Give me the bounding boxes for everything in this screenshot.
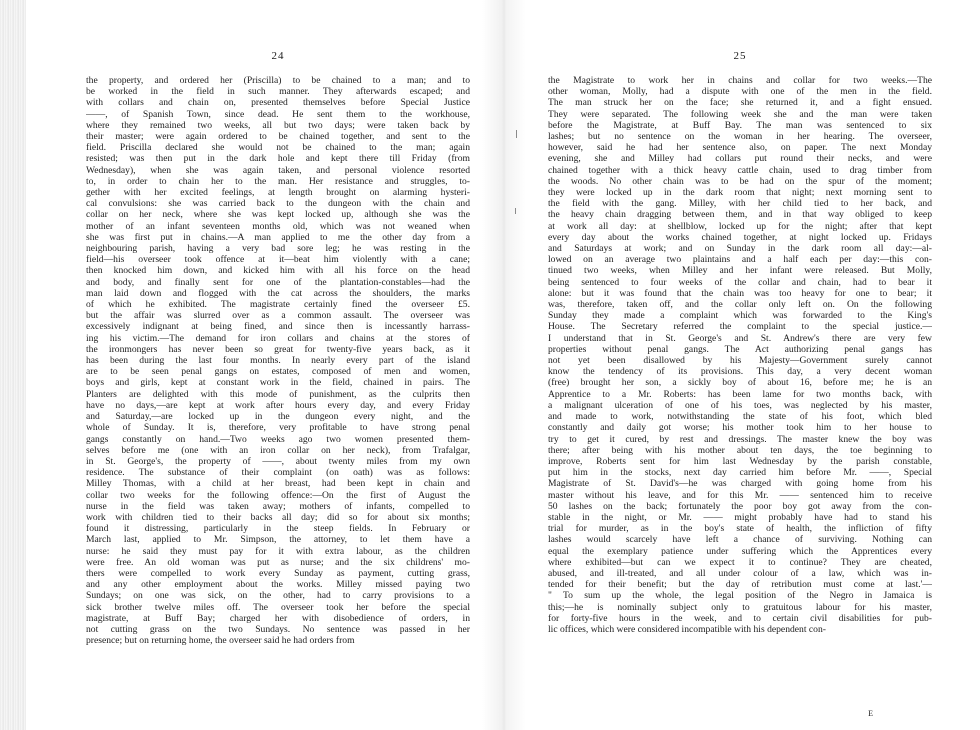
text-line: at work all day: at shellblow, locked up for the night; after that kept (548, 220, 932, 232)
text-line: thers were compelled to work every Sunday as payment, cutting grass, (86, 567, 470, 579)
text-line: ing his victim.—The demand for iron collars and chains at the stores of (86, 332, 470, 344)
text-line: has been during the last four months. In nearly every part of the island (86, 355, 470, 367)
text-line: collar on her neck, where she was kept locked up, although she was the (86, 209, 470, 221)
text-line: House. The Secretary referred the complaint to the special justice.— (548, 321, 932, 333)
text-line: this;—he is nominally subject only to gratuitous labour for his master, (548, 601, 932, 613)
text-line: Apprentice to a Mr. Roberts: has been lame for two months back, with (548, 388, 932, 400)
text-line: nurse in the field was taken away; mothers of infants, compelled to (86, 500, 470, 512)
text-line: but the affair was slurred over as a common assault. The overseer was (86, 310, 470, 322)
text-line: the property, and ordered her (Priscilla) to be chained to a man; and to (86, 75, 470, 86)
text-line: Milley Thomas, with a child at her breast, had been kept in chain and (86, 478, 470, 490)
text-line: lashes; but no sentence on the woman in her hearing. The overseer, (548, 131, 932, 143)
text-line: field—his overseer took offence at it—beat him violently with a cane; (86, 254, 470, 266)
text-line: however, said he had her sentence also, on paper. The next Monday (548, 142, 932, 154)
text-line: Wednesday), when she was again taken, and personal violence resorted (86, 164, 470, 176)
text-line: and Saturdays at work; and on Sunday in the dark room all day:—al- (548, 243, 932, 255)
text-line: and Saturday,—are locked up in the dungeon every night, and the (86, 411, 470, 423)
text-line: Sundays; on one was sick, on the other, had to carry provisions to a (86, 590, 470, 602)
page-number-left: 24 (271, 50, 285, 62)
text-line: ——, of Spanish Town, since dead. He sent them to the workhouse, (86, 108, 470, 120)
text-line: was, therefore, taken off, and the collar only left on. On the following (548, 299, 932, 311)
text-line: work with children tied to their backs all day; did so for about six months; (86, 511, 470, 523)
book-gutter (482, 0, 526, 730)
text-line: chained together with a thick heavy cattle chain, used to drag timber from (548, 164, 932, 176)
text-line: residence. The substance of their complaint (on oath) was as follows: (86, 467, 470, 479)
text-line: try to get it cured, by rest and dressings. The master knew the boy was (548, 433, 932, 445)
text-line: abused, and ill-treated, and all under colour of a law, which was in- (548, 567, 932, 579)
text-line: where they remained two weeks, all but two days; were taken back by (86, 119, 470, 131)
text-line: the Magistrate to work her in chains and collar for two weeks.—The (548, 75, 932, 86)
text-line: other woman, Molly, had a dispute with one of the men in the field. (548, 86, 932, 98)
text-line: nurse: he said they must pay for it with extra labour, as the children (86, 545, 470, 557)
text-line: improve, Roberts sent for him last Wednesday by the parish constable, (548, 455, 932, 467)
text-line: not cutting grass on the two Sundays. No sentence was passed in her (86, 623, 470, 635)
right-page-body (548, 75, 932, 635)
text-line: boys and girls, kept at constant work in the field, chained in pairs. The (86, 377, 470, 389)
text-line: gether with her excited feelings, at length brought on alarming hysteri- (86, 187, 470, 199)
text-line: lowed on an average two plaintains and a half each per day:—this con- (548, 254, 932, 266)
text-line: trial for murder, as in the boy's state of health, the infliction of fifty (548, 523, 932, 535)
text-line: lashes would scarcely have left a chance of surviving. Nothing can (548, 534, 932, 546)
text-line: the heavy chain dragging between them, and in that way obliged to keep (548, 209, 932, 221)
page-edge-shadow (0, 0, 26, 730)
text-line: man laid down and flogged with the cat across the shoulders, the marks (86, 287, 470, 299)
text-line: equal the exemplary patience under suffering which the Apprentices every (548, 545, 932, 557)
text-line: where exhibited—but can we expect it to continue? They are cheated, (548, 556, 932, 568)
text-line: selves before me (one with an iron collar on her neck), from Trafalgar, (86, 444, 470, 456)
text-line: gangs constantly on hand.—Two weeks ago two women presented them- (86, 433, 470, 445)
text-line: They were separated. The following week she and the man were taken (548, 108, 932, 120)
text-line: excessively indignant at being fined, and since then is incessantly harrass- (86, 321, 470, 333)
text-line: tinued two weeks, when Milley and her infant were released. But Molly, (548, 265, 932, 277)
text-line: tended for their benefit; but the day of retribution must come at last.'— (548, 579, 932, 591)
left-page-body (86, 75, 470, 646)
text-line: are to be seen penal gangs on estates, composed of men and women, (86, 366, 470, 378)
right-page (548, 0, 932, 730)
text-line: being sentenced to four weeks of the collar and chain, had to bear it (548, 276, 932, 288)
text-line: the woods. No other chain was to be had on the spur of the moment; (548, 175, 932, 187)
text-line: to, in order to chain her to the man. Her resistance and struggles, to- (86, 175, 470, 187)
text-line: evening, she and Milley had collars put round their necks, and were (548, 153, 932, 165)
text-line: know the tendency of its provisions. This day, a very decent woman (548, 366, 932, 378)
text-line: the field with the gang. Milley, with her child tied to her back, and (548, 198, 932, 210)
text-line: March last, applied to Mr. Simpson, the attorney, to let them have a (86, 534, 470, 546)
text-line: Magistrate of St. David's—he was charged with going home from his (548, 478, 932, 490)
text-line: Sunday they made a complaint which was forwarded to the King's (548, 310, 932, 322)
text-line: neighbouring parish, having a very bad sore leg; he was resting in the (86, 243, 470, 255)
text-line: a malignant ulceration of one of his toes, was neglected by his master, (548, 399, 932, 411)
text-line: whole of Sunday. It is, therefore, very profitable to have strong penal (86, 422, 470, 434)
text-line: sick brother twelve miles off. The overseer took her before the special (86, 601, 470, 613)
margin-mark (515, 208, 516, 214)
text-line: resisted; was then put in the dark hole and kept there till Friday (from (86, 153, 470, 165)
text-line: there; after being with his mother about ten days, the toe beginning to (548, 444, 932, 456)
signature-mark: E (868, 709, 874, 718)
text-line: of which he exhibited. The magistrate certainly fined the overseer £5. (86, 299, 470, 311)
text-line: (free) brought her son, a sickly boy of about 16, before me; he is an (548, 377, 932, 389)
text-line: put him in the stocks, next day carried him before Mr. ——, Special (548, 467, 932, 479)
text-line: and body, and finally sent for one of the plantation-constables—had the (86, 276, 470, 288)
page-number-right: 25 (733, 50, 747, 62)
text-line: and any other employment about the works. Milley missed paying two (86, 579, 470, 591)
text-line: cal convulsions: she was carried back to the dungeon with the chain and (86, 198, 470, 210)
left-page (86, 0, 470, 730)
text-line: magistrate, at Buff Bay; charged her with disobedience of orders, in (86, 612, 470, 624)
text-line: every day about the works chained together, at night locked up. Fridays (548, 231, 932, 243)
text-line: their master; were again ordered to be chained together, and sent to the (86, 131, 470, 143)
text-line: " To sum up the whole, the legal position of the Negro in Jamaica is (548, 590, 932, 602)
text-line: mother of an infant seventeen months old, which was not weaned when (86, 220, 470, 232)
text-line: before the Magistrate, at Buff Bay. The man was sentenced to six (548, 119, 932, 131)
text-line: The man struck her on the face; she returned it, and a fight ensued. (548, 97, 932, 109)
text-line: alone: but it was found that the chain was too heavy for one to bear; it (548, 287, 932, 299)
text-line: she was first put in chains.—A man applied to me the other day from a (86, 231, 470, 243)
text-line: stable in the night, or Mr. —— might probably have had to stand his (548, 511, 932, 523)
text-line: master without his leave, and for this Mr. —— sentenced him to receive (548, 489, 932, 501)
margin-mark (516, 130, 517, 138)
text-line: presence; but on returning home, the overseer said he had orders from (86, 635, 355, 647)
text-line: 50 lashes on the back; fortunately the poor boy got away from the con- (548, 500, 932, 512)
text-line: they were locked up in the dark room that night; next morning sent to (548, 187, 932, 199)
text-line: with collars and chain on, presented themselves before Special Justice (86, 97, 470, 109)
text-line: in St. George's, the property of ——, about twenty miles from my own (86, 455, 470, 467)
text-line: and made to work, notwithstanding the state of his foot, which bled (548, 411, 932, 423)
text-line: be worked in the field in such manner. They afterwards escaped; and (86, 86, 470, 98)
text-line: Planters are delighted with this mode of punishment, as the culprits then (86, 388, 470, 400)
text-line: lic offices, which were considered incompatible with his dependent con- (548, 623, 826, 635)
text-line: properties without penal gangs. The Act authorizing penal gangs has (548, 343, 932, 355)
text-line: the ironmongers has never been so great for twenty-five years back, as it (86, 343, 470, 355)
text-line: I understand that in St. George's and St. Andrew's there are very few (548, 332, 932, 344)
text-line: found it distressing, particularly in the steep fields. In February or (86, 523, 470, 535)
text-line: were free. An old woman was put as nurse; and the six childrens' mo- (86, 556, 470, 568)
text-line: have no days,—are kept at work after hours every day, and every Friday (86, 399, 470, 411)
text-line: constantly and daily got worse; his mother took him to her house to (548, 422, 932, 434)
text-line: for forty-five hours in the week, and to certain civil disabilities for pub- (548, 612, 932, 624)
text-line: collar two weeks for the following offence:—On the first of August the (86, 489, 470, 501)
text-line: not yet been disallowed by his Majesty—Government surely cannot (548, 355, 932, 367)
text-line: then knocked him down, and kicked him with all his force on the head (86, 265, 470, 277)
text-line: field. Priscilla declared she would not be chained to the man; again (86, 142, 470, 154)
